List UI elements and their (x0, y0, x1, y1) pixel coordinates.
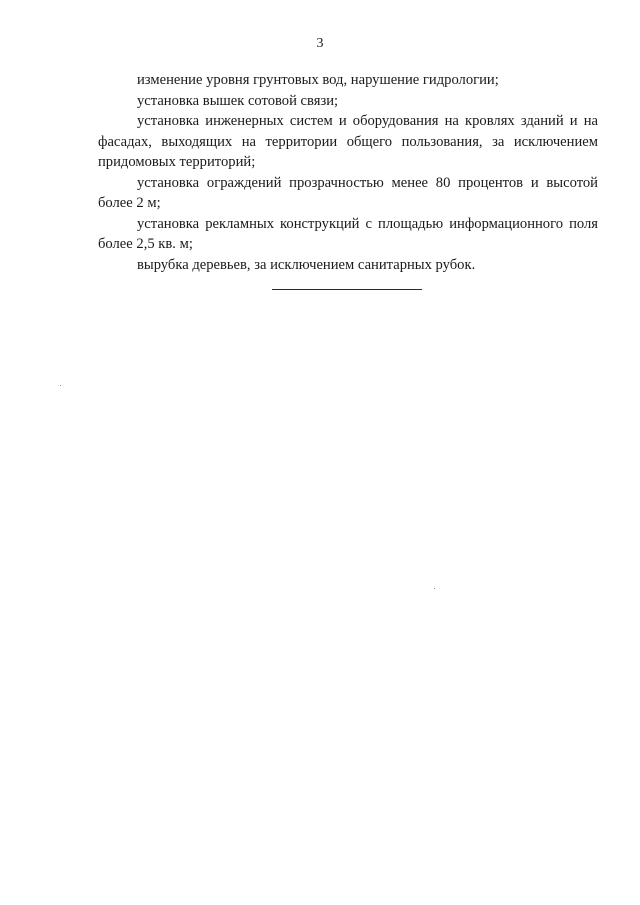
scan-speck (434, 588, 435, 589)
document-body (98, 70, 598, 275)
paragraph-advertising: установка рекламных конструкций с площадью информационного поля более 2,5 кв. м; (98, 215, 598, 252)
paragraph-groundwater: изменение уровня грунтовых вод, нарушение гидрологии; (137, 72, 499, 88)
paragraph-fences: установка ограждений прозрачностью менее 80 процентов и высотой более 2 м; (98, 174, 598, 211)
page-number: 3 (316, 36, 324, 51)
paragraph-tree-felling: вырубка деревьев, за исключением санитарных рубок. (137, 256, 476, 273)
end-separator-line (272, 289, 422, 290)
paragraph-cell-towers: установка вышек сотовой связи; (137, 92, 339, 109)
scan-speck (60, 385, 61, 386)
paragraph-engineering-systems: установка инженерных систем и оборудования на кровлях зданий и на фасадах, выходящих на территории общего пользования, за исключением придомовых территорий; (98, 113, 598, 170)
